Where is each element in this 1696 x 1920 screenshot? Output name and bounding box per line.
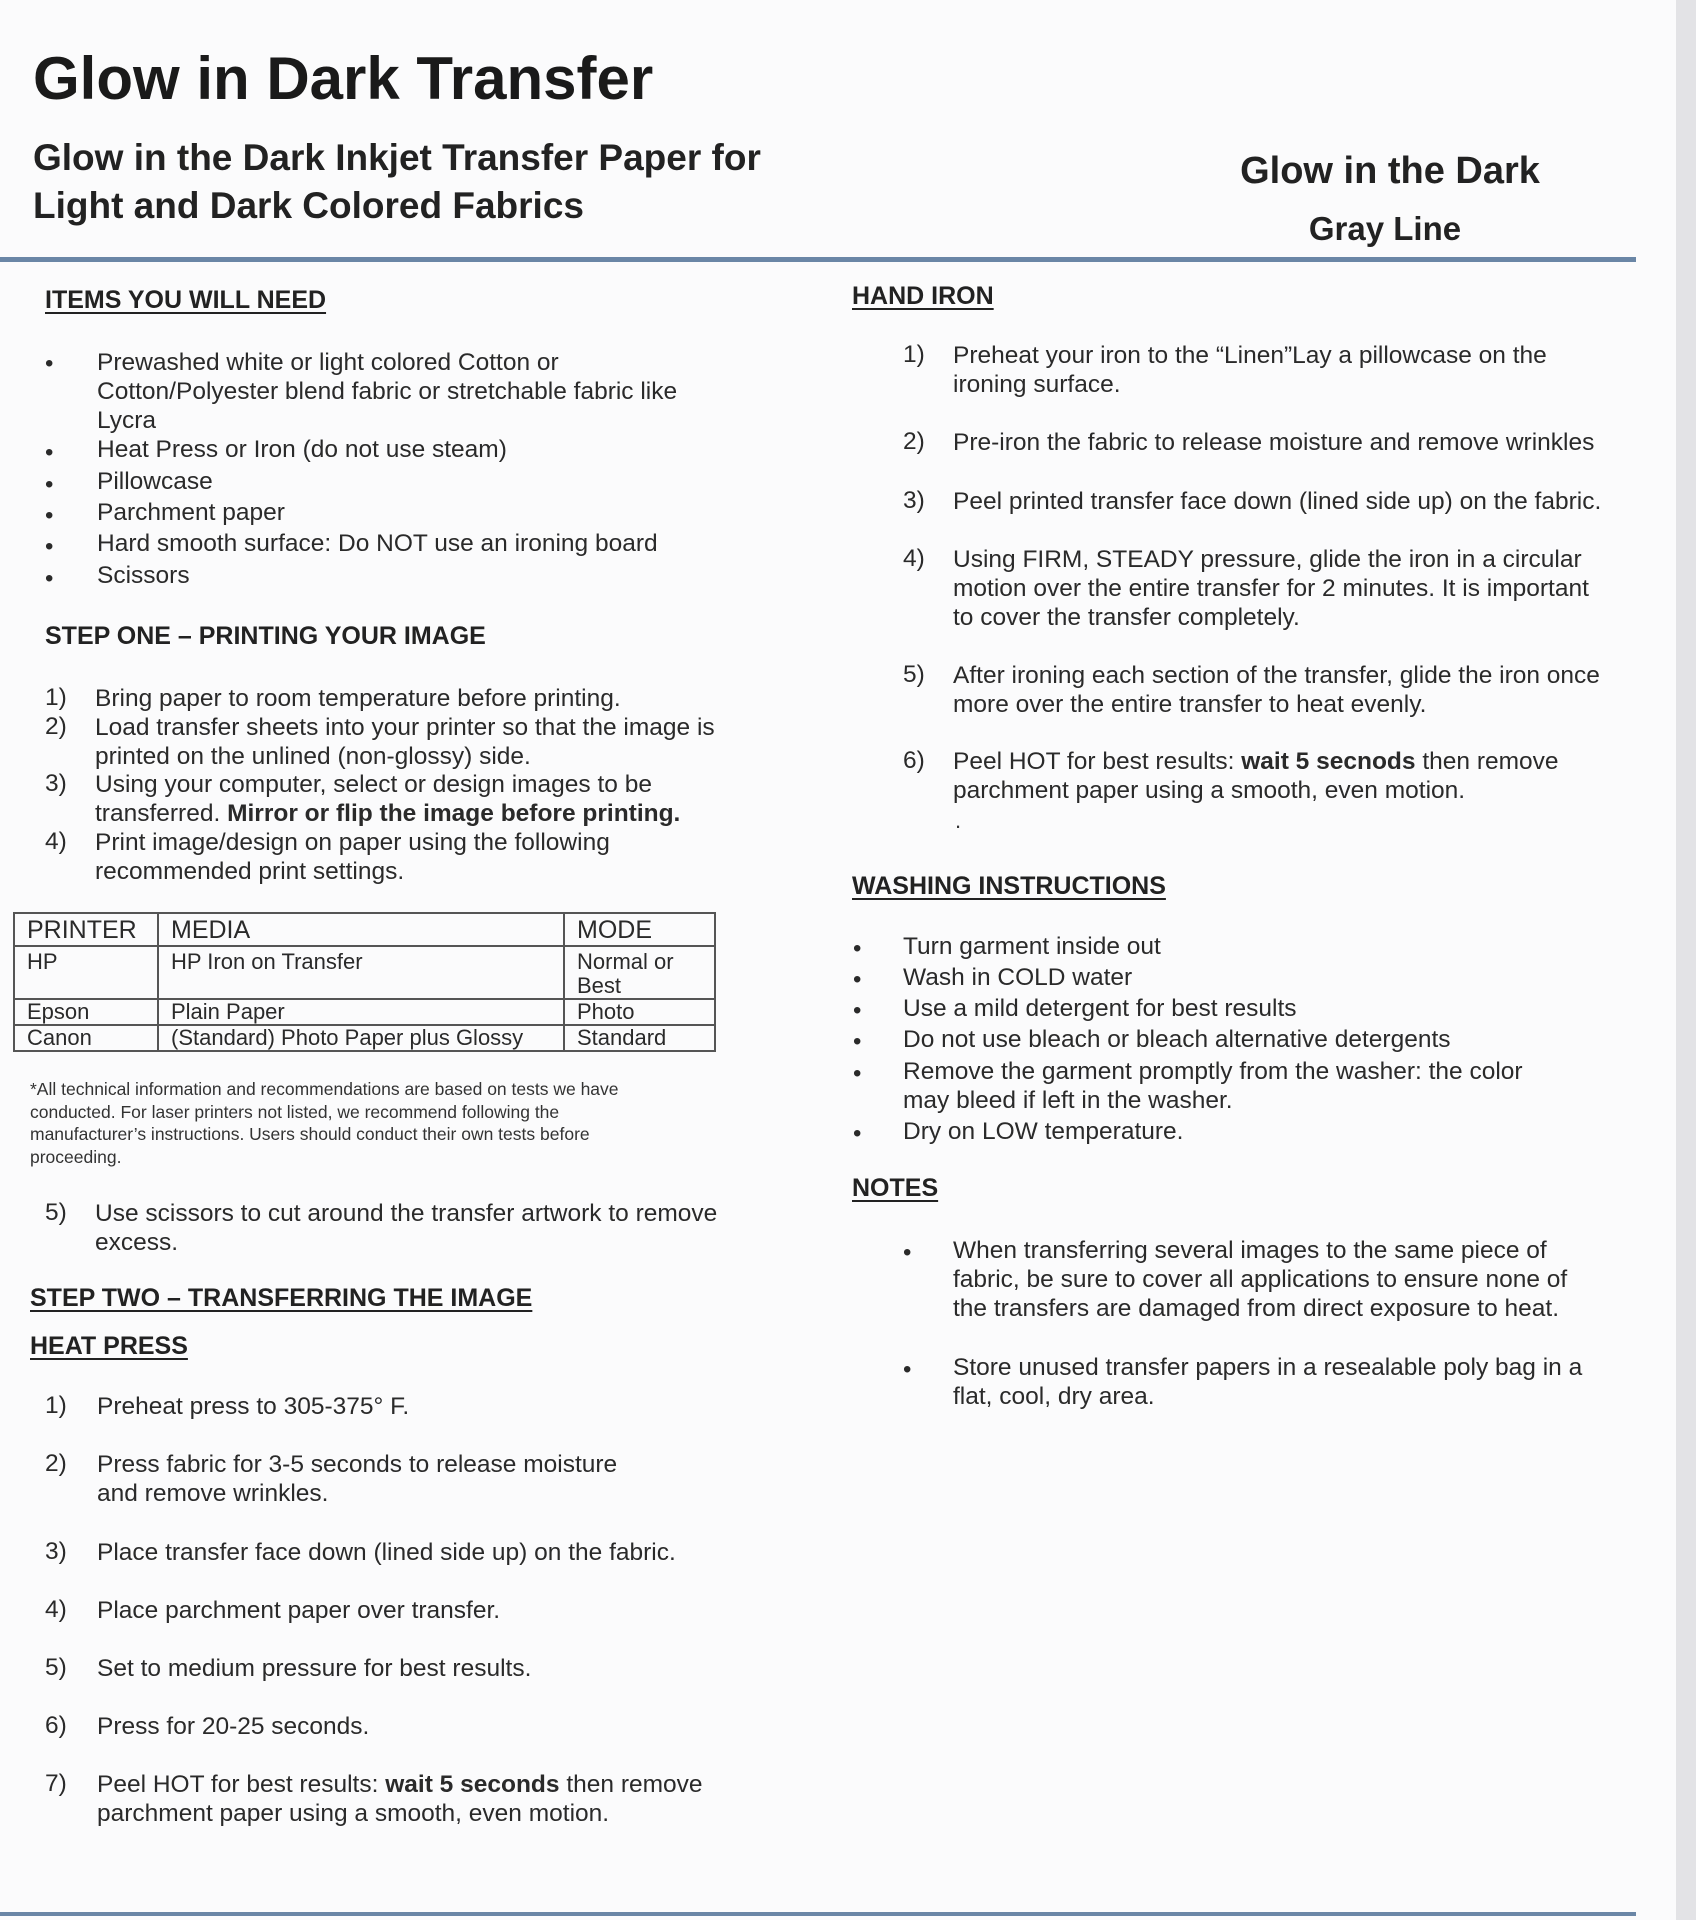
step-one-5-line-2: excess. <box>95 1229 179 1256</box>
note-1-line-3: the transfers are damaged from direct exposure to heat. <box>953 1295 1560 1322</box>
table-row <box>14 1025 715 1051</box>
step-number: 3) <box>45 1538 67 1565</box>
peel-wait-emphasis: wait 5 seconds <box>385 1771 560 1798</box>
document-subtitle <box>33 134 761 230</box>
hand-iron-6-line-2: parchment paper using a smooth, even motion. <box>953 777 1466 804</box>
hand-iron-6-line-1 <box>953 747 1559 776</box>
step-one-1: Bring paper to room temperature before printing. <box>95 685 621 712</box>
item-1-line-1: Prewashed white or light colored Cotton or <box>97 349 559 376</box>
heat-press-7-line-1 <box>97 1770 703 1799</box>
hand-iron-5-line-2: more over the entire transfer to heat evenly. <box>953 691 1427 718</box>
bullet-marker: • <box>903 1239 912 1266</box>
footnote-line: *All technical information and recommendations are based on tests we have <box>30 1079 619 1099</box>
heat-press-4: Place parchment paper over transfer. <box>97 1597 501 1624</box>
table-row <box>14 999 715 1025</box>
heat-press-1: Preheat press to 305-375° F. <box>97 1393 410 1420</box>
hand-iron-2: Pre-iron the fabric to release moisture and remove wrinkles <box>953 429 1595 456</box>
washing-4: Do not use bleach or bleach alternative detergents <box>903 1026 1451 1053</box>
washing-1: Turn garment inside out <box>903 933 1161 960</box>
table-cell <box>564 946 715 999</box>
item-6: Scissors <box>97 562 190 589</box>
step-number: 4) <box>45 828 67 855</box>
hand-iron-3: Peel printed transfer face down (lined side up) on the fabric. <box>953 488 1602 515</box>
step-one-3-line-2 <box>95 799 680 828</box>
step-number: 2) <box>903 428 925 455</box>
step-one-4-line-1: Print image/design on paper using the following <box>95 829 610 856</box>
hand-iron-4-line-3: to cover the transfer completely. <box>953 604 1300 631</box>
hand-iron-5-line-1: After ironing each section of the transfer, glide the iron once <box>953 662 1600 689</box>
hand-iron-heading: HAND IRON <box>852 282 994 310</box>
peel-text: Peel HOT for best results: <box>97 1771 386 1798</box>
hand-iron-1-line-1: Preheat your iron to the “Linen”Lay a pillowcase on the <box>953 342 1547 369</box>
step-number: 5) <box>45 1654 67 1681</box>
table-cell: HP Iron on Transfer <box>158 946 564 999</box>
peel-text: Peel HOT for best results: <box>953 748 1242 775</box>
step-one-heading: STEP ONE – PRINTING YOUR IMAGE <box>45 622 486 650</box>
step-number: 4) <box>45 1596 67 1623</box>
heat-press-heading: HEAT PRESS <box>30 1332 188 1360</box>
mode-line-1: Normal or <box>577 949 674 974</box>
step-number: 1) <box>903 341 925 368</box>
hand-iron-1-line-2: ironing surface. <box>953 371 1121 398</box>
bullet-marker: • <box>853 997 862 1024</box>
step-number: 4) <box>903 545 925 572</box>
bullet-marker: • <box>853 966 862 993</box>
table-cell: (Standard) Photo Paper plus Glossy <box>158 1025 564 1051</box>
washing-2: Wash in COLD water <box>903 964 1133 991</box>
item-1-line-2: Cotton/Polyester blend fabric or stretchable fabric like <box>97 378 678 405</box>
bullet-marker: • <box>45 471 54 498</box>
footnote-line: manufacturer’s instructions. Users should conduct their own tests before <box>30 1124 590 1144</box>
mirror-warning: Mirror or flip the image before printing. <box>227 800 681 827</box>
step-two-heading: STEP TWO – TRANSFERRING THE IMAGE <box>30 1284 533 1312</box>
washing-3: Use a mild detergent for best results <box>903 995 1297 1022</box>
table-cell: Canon <box>14 1025 158 1051</box>
step-number: 2) <box>45 1450 67 1477</box>
step-one-3-line-1: Using your computer, select or design images to be <box>95 771 652 798</box>
technical-footnote <box>30 1078 720 1168</box>
table-header-cell: MEDIA <box>158 913 564 946</box>
footer-divider <box>0 1912 1636 1916</box>
subtitle-line-2: Light and Dark Colored Fabrics <box>33 185 584 226</box>
item-4: Parchment paper <box>97 499 285 526</box>
product-variant: Gray Line <box>1308 210 1462 247</box>
step-one-2-line-2: printed on the unlined (non-glossy) side. <box>95 743 531 770</box>
table-header-cell: MODE <box>564 913 715 946</box>
step-one-4-line-2: recommended print settings. <box>95 858 405 885</box>
item-5: Hard smooth surface: Do NOT use an ironing board <box>97 530 658 557</box>
table-row <box>14 946 715 999</box>
hand-iron-4-line-1: Using FIRM, STEADY pressure, glide the iron in a circular <box>953 546 1582 573</box>
table-cell: Photo <box>564 999 715 1025</box>
note-2-line-1: Store unused transfer papers in a resealable poly bag in a <box>953 1354 1583 1381</box>
washing-heading: WASHING INSTRUCTIONS <box>852 872 1166 900</box>
heat-press-7-line-2: parchment paper using a smooth, even motion. <box>97 1800 610 1827</box>
step-one-5-line-1: Use scissors to cut around the transfer artwork to remove <box>95 1200 718 1227</box>
footnote-line: conducted. For laser printers not listed, we recommend following the <box>30 1101 560 1122</box>
table-cell: Plain Paper <box>158 999 564 1025</box>
heat-press-5: Set to medium pressure for best results. <box>97 1655 532 1682</box>
step-number: 7) <box>45 1770 67 1797</box>
bullet-marker: • <box>853 1120 862 1147</box>
notes-heading: NOTES <box>852 1174 939 1202</box>
header-divider <box>0 257 1636 262</box>
mode-line-2: Best <box>577 973 622 998</box>
bullet-marker: • <box>45 533 54 560</box>
step-number: 1) <box>45 684 67 711</box>
peel-wait-emphasis: wait 5 secnods <box>1241 748 1416 775</box>
document-title: Glow in Dark Transfer <box>33 45 654 112</box>
step-number: 3) <box>45 770 67 797</box>
bullet-marker: • <box>45 565 54 592</box>
bullet-marker: • <box>853 935 862 962</box>
bullet-marker: • <box>45 439 54 466</box>
item-2: Heat Press or Iron (do not use steam) <box>97 436 507 463</box>
product-line: Glow in the Dark <box>1240 150 1540 192</box>
table-cell: Epson <box>14 999 158 1025</box>
step-one-3-text: transferred. <box>95 800 221 827</box>
step-number: 2) <box>45 713 67 740</box>
bullet-marker: • <box>853 1060 862 1087</box>
step-number: 5) <box>903 661 925 688</box>
heat-press-2-line-2: and remove wrinkles. <box>97 1480 329 1507</box>
stray-period: . <box>955 808 962 833</box>
peel-text-end: then remove <box>559 1771 703 1798</box>
table-header-cell: PRINTER <box>14 913 158 946</box>
step-number: 6) <box>903 747 925 774</box>
washing-5-line-2: may bleed if left in the washer. <box>903 1087 1233 1114</box>
item-3: Pillowcase <box>97 468 213 495</box>
step-number: 6) <box>45 1712 67 1739</box>
washing-6: Dry on LOW temperature. <box>903 1118 1184 1145</box>
table-cell: Standard <box>564 1025 715 1051</box>
heat-press-2-line-1: Press fabric for 3-5 seconds to release moisture <box>97 1451 618 1478</box>
print-settings-table <box>13 912 716 1052</box>
note-1-line-2: fabric, be sure to cover all applications to ensure none of <box>953 1266 1568 1293</box>
item-1-line-3: Lycra <box>97 407 157 434</box>
heat-press-6: Press for 20-25 seconds. <box>97 1713 370 1740</box>
note-2-line-2: flat, cool, dry area. <box>953 1383 1155 1410</box>
bullet-marker: • <box>45 502 54 529</box>
washing-5-line-1: Remove the garment promptly from the washer: the color <box>903 1058 1523 1085</box>
bullet-marker: • <box>45 350 54 377</box>
page-edge-shadow <box>1676 0 1696 1920</box>
bullet-marker: • <box>903 1356 912 1383</box>
note-1-line-1: When transferring several images to the same piece of <box>953 1237 1547 1264</box>
step-one-2-line-1: Load transfer sheets into your printer so that the image is <box>95 714 715 741</box>
step-number: 3) <box>903 487 925 514</box>
footnote-line: proceeding. <box>30 1146 122 1167</box>
step-number: 5) <box>45 1199 67 1226</box>
hand-iron-4-line-2: motion over the entire transfer for 2 minutes. It is important <box>953 575 1589 602</box>
table-header-row <box>14 913 715 946</box>
peel-text-end: then remove <box>1415 748 1559 775</box>
step-number: 1) <box>45 1392 67 1419</box>
table-cell: HP <box>14 946 158 999</box>
heat-press-3: Place transfer face down (lined side up) on the fabric. <box>97 1539 676 1566</box>
bullet-marker: • <box>853 1028 862 1055</box>
items-heading: ITEMS YOU WILL NEED <box>45 286 327 314</box>
subtitle-line-1: Glow in the Dark Inkjet Transfer Paper for <box>33 137 761 178</box>
